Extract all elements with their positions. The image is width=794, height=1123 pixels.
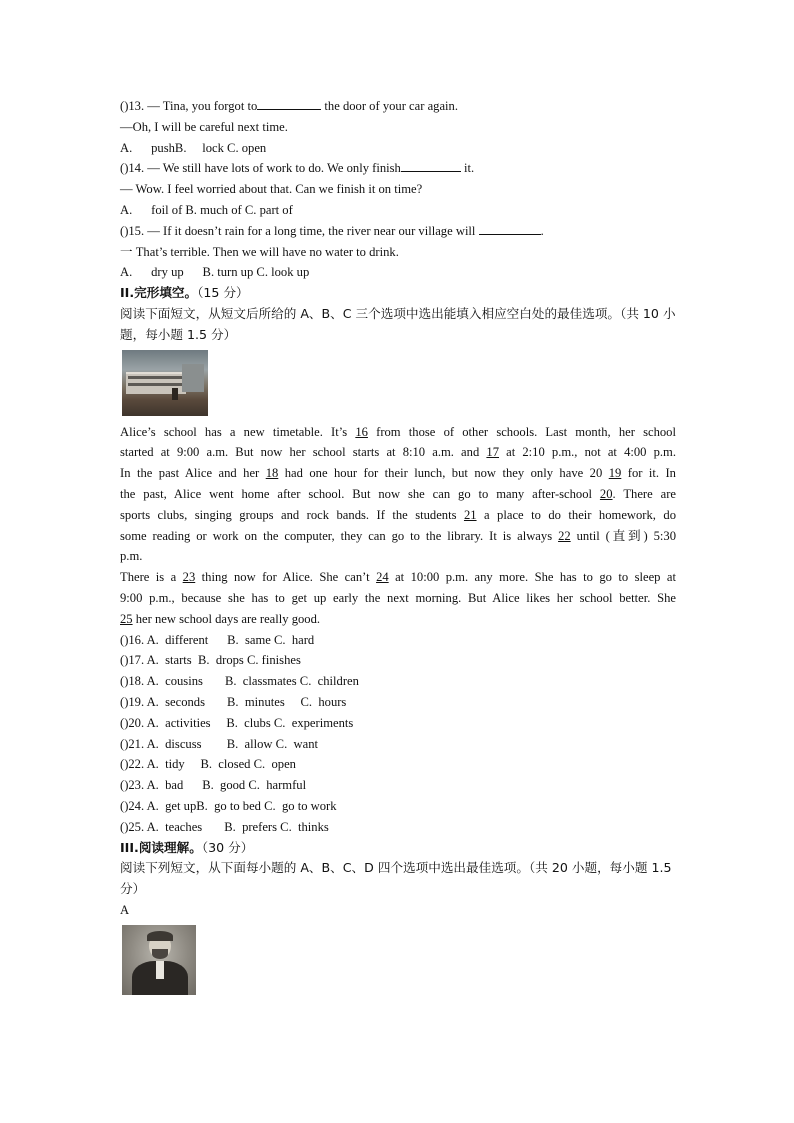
school-building-image xyxy=(122,350,208,416)
blank-18: 18 xyxy=(265,466,279,481)
q13-stem xyxy=(120,96,676,117)
worksheet-page xyxy=(120,96,676,999)
blank-19: 19 xyxy=(608,466,622,481)
passage-line-10: 25 her new school days are really good. xyxy=(120,611,321,626)
passage-line-4: the past, Alice went home after school. But now she can go to many after-school 20. There are xyxy=(120,486,676,501)
passage-line-8: There is a 23 thing now for Alice. She can’t 24 at 10:00 p.m. any more. She has to go to sleep at xyxy=(120,570,676,585)
passage-line-3: In the past Alice and her 18 had one hour for their lunch, but now they only have 20 19 for it. In xyxy=(120,466,676,481)
q13-options: A. pushB. lock C. open xyxy=(120,140,267,155)
q15-options: A. dry up B. turn up C. look up xyxy=(120,265,310,280)
option-line: ()24. A. get upB. go to bed C. go to work xyxy=(120,798,337,813)
passage-line-2: started at 9:00 a.m. But now her school starts at 8:10 a.m. and 17 at 2:10 p.m., not at 4:00 p.m. xyxy=(120,445,676,460)
passage-line-1: Alice’s school has a new timetable. It’s 16 from those of other schools. Last month, her school xyxy=(120,424,676,439)
blank-23: 23 xyxy=(182,570,196,585)
section2-heading xyxy=(120,283,676,304)
blank-20: 20 xyxy=(599,486,613,501)
q13-reply: —Oh, I will be careful next time. xyxy=(120,119,288,134)
q15-text-b: . xyxy=(540,223,544,238)
option-line: ()22. A. tidy B. closed C. open xyxy=(120,757,296,772)
portrait-image xyxy=(122,925,196,995)
blank-17: 17 xyxy=(486,445,499,460)
section2-title: II.完形填空。 xyxy=(120,285,198,301)
passage-line-5: sports clubs, singing groups and rock bands. If the students 21 a place to do their homework, do xyxy=(120,507,676,522)
option-line: ()18. A. cousins B. classmates C. children xyxy=(120,674,359,689)
blank-21: 21 xyxy=(463,507,477,522)
section2-instruction: 阅读下面短文，从短文后所给的 A、B、C 三个选项中选出能填入相应空白处的最佳选项。（共 10 小题，每小题 1.5 分） xyxy=(120,305,676,342)
passage-line-6: some reading or work on the computer, they can go to the library. It is always 22 until (直到) 5:30 xyxy=(120,528,676,543)
blank-22: 22 xyxy=(558,528,571,543)
option-line: ()23. A. bad B. good C. harmful xyxy=(120,778,307,793)
section3-instruction: 阅读下列短文，从下面每小题的 A、B、C、D 四个选项中选出最佳选项。（共 20 小题，每小题 1.5 分） xyxy=(120,860,672,897)
passage-a-label: A xyxy=(120,902,130,917)
blank-16: 16 xyxy=(355,424,368,439)
option-line: ()16. A. different B. same C. hard xyxy=(120,632,315,647)
passage-line-7: p.m. xyxy=(120,549,143,564)
q13-text-a: ()13. — Tina, you forgot to xyxy=(120,99,258,113)
option-line: ()21. A. discuss B. allow C. want xyxy=(120,736,318,751)
option-line: ()25. A. teaches B. prefers C. thinks xyxy=(120,819,329,834)
q14-text-a: ()14. — We still have lots of work to do. We only finish xyxy=(120,161,401,176)
section3-points: （30 分） xyxy=(201,839,254,855)
option-line: ()19. A. seconds B. minutes C. hours xyxy=(120,694,347,709)
q14-stem xyxy=(120,158,676,179)
q15-text-a: ()15. — If it doesn’t rain for a long time, the river near our village will xyxy=(120,223,479,238)
q15-reply: 一 That’s terrible. Then we will have no water to drink. xyxy=(120,244,399,259)
q14-text-b: it. xyxy=(460,161,475,176)
section3-title: III.阅读理解。 xyxy=(120,839,202,855)
q13-text-b: the door of your car again. xyxy=(321,99,458,113)
q15-stem xyxy=(120,221,676,242)
blank-24: 24 xyxy=(376,570,389,585)
passage-line-9: 9:00 p.m., because she has to get up early the next morning. But Alice likes her school better. She xyxy=(120,590,676,605)
q13-blank xyxy=(257,96,321,110)
blank-25: 25 xyxy=(120,611,133,626)
q14-reply: — Wow. I feel worried about that. Can we finish it on time? xyxy=(120,182,423,197)
q14-blank xyxy=(401,158,461,172)
section2-points: （15 分） xyxy=(197,285,249,301)
option-line: ()17. A. starts B. drops C. finishes xyxy=(120,653,301,668)
q14-options: A. foil of B. much of C. part of xyxy=(120,202,293,217)
q15-blank xyxy=(479,221,541,235)
option-line: ()20. A. activities B. clubs C. experiments xyxy=(120,715,354,730)
section3-heading xyxy=(120,838,676,859)
